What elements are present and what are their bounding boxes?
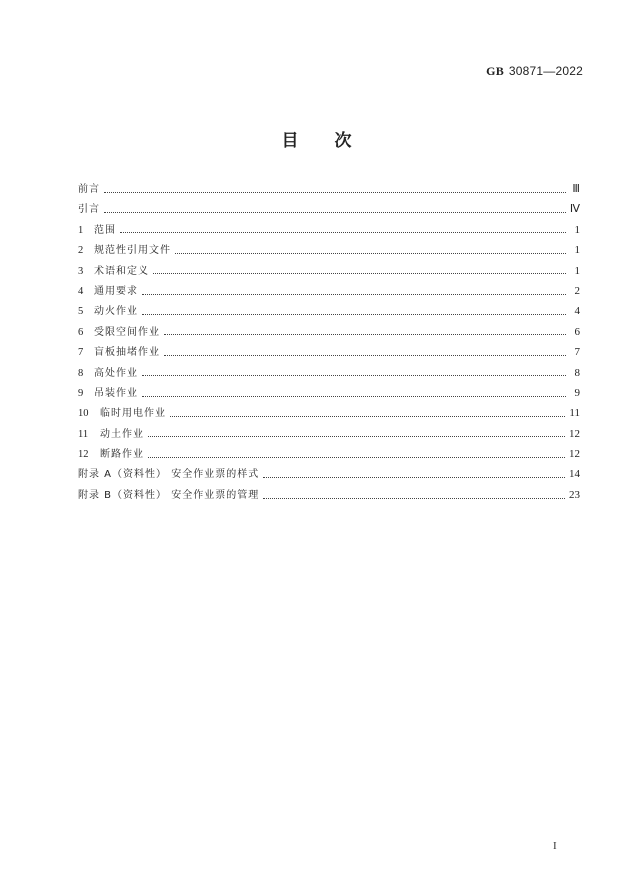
toc-entry-8[interactable] xyxy=(78,363,580,383)
toc-label: 临时用电作业 xyxy=(100,408,166,420)
leader-dots xyxy=(263,498,565,499)
toc-number: 3 xyxy=(78,265,84,277)
standard-number: 30871—2022 xyxy=(508,64,583,78)
toc-entry-9[interactable] xyxy=(78,383,580,403)
toc-page: 14 xyxy=(569,468,580,481)
toc-number: 2 xyxy=(78,245,84,257)
table-of-contents xyxy=(78,179,580,505)
toc-entry-1[interactable] xyxy=(78,220,580,240)
toc-number: 4 xyxy=(78,285,84,297)
toc-label: 断路作业 xyxy=(100,449,144,461)
toc-label: 范围 xyxy=(94,224,116,236)
standard-prefix: GB xyxy=(486,64,504,78)
leader-dots xyxy=(170,416,565,417)
toc-label: 引言 xyxy=(78,204,100,216)
toc-entry-5[interactable] xyxy=(78,301,580,321)
toc-entry-10[interactable] xyxy=(78,403,580,423)
toc-number: 9 xyxy=(78,387,84,399)
toc-number: 5 xyxy=(78,306,84,318)
toc-page: 12 xyxy=(569,448,580,461)
leader-dots xyxy=(153,273,566,274)
title-char-1: 目 xyxy=(281,131,299,151)
toc-number: 6 xyxy=(78,326,84,338)
toc-page: 6 xyxy=(574,325,580,338)
toc-page: 2 xyxy=(574,284,580,297)
toc-page: Ⅲ xyxy=(572,183,580,195)
toc-label: 附录 A（资料性） 安全作业票的样式 xyxy=(78,469,260,481)
toc-page: 23 xyxy=(569,488,580,501)
toc-label: 术语和定义 xyxy=(94,265,149,277)
toc-label: 动土作业 xyxy=(100,428,144,440)
page-title xyxy=(0,126,633,151)
toc-number: 8 xyxy=(78,367,84,379)
leader-dots xyxy=(142,396,566,397)
leader-dots xyxy=(164,355,566,356)
toc-number: 10 xyxy=(78,408,89,420)
toc-page: 7 xyxy=(574,346,580,359)
toc-label: 盲板抽堵作业 xyxy=(94,347,160,359)
toc-number: 11 xyxy=(78,428,89,440)
toc-label: 规范性引用文件 xyxy=(94,245,171,257)
toc-page: 1 xyxy=(574,223,580,236)
toc-entry-6[interactable] xyxy=(78,322,580,342)
standard-code xyxy=(486,64,583,79)
toc-entry-11[interactable] xyxy=(78,424,580,444)
leader-dots xyxy=(175,253,566,254)
leader-dots xyxy=(263,477,565,478)
toc-page: 11 xyxy=(569,407,580,420)
toc-page: 1 xyxy=(574,244,580,257)
toc-entry-2[interactable] xyxy=(78,240,580,260)
toc-label: 受限空间作业 xyxy=(94,326,160,338)
toc-page: 8 xyxy=(574,366,580,379)
toc-label: 高处作业 xyxy=(94,367,138,379)
toc-label: 吊装作业 xyxy=(94,387,138,399)
leader-dots xyxy=(104,192,566,193)
toc-entry-foreword[interactable] xyxy=(78,179,580,199)
leader-dots xyxy=(104,212,566,213)
toc-number: 1 xyxy=(78,224,84,236)
toc-entry-introduction[interactable] xyxy=(78,199,580,219)
toc-label: 附录 B（资料性） 安全作业票的管理 xyxy=(78,489,260,501)
leader-dots xyxy=(142,314,566,315)
toc-entry-appendix-a[interactable] xyxy=(78,464,580,484)
toc-page: 12 xyxy=(569,427,580,440)
leader-dots xyxy=(142,375,566,376)
toc-label: 通用要求 xyxy=(94,285,138,297)
toc-entry-appendix-b[interactable] xyxy=(78,485,580,505)
toc-entry-7[interactable] xyxy=(78,342,580,362)
toc-entry-3[interactable] xyxy=(78,261,580,281)
toc-label: 动火作业 xyxy=(94,306,138,318)
toc-page: 4 xyxy=(574,305,580,318)
toc-page: 9 xyxy=(574,386,580,399)
leader-dots xyxy=(164,334,566,335)
toc-entry-12[interactable] xyxy=(78,444,580,464)
leader-dots xyxy=(148,436,565,437)
footer-page-number: I xyxy=(553,840,557,852)
toc-number: 12 xyxy=(78,449,89,461)
leader-dots xyxy=(142,294,566,295)
leader-dots xyxy=(148,457,565,458)
toc-page: Ⅳ xyxy=(569,203,580,216)
toc-label: 前言 xyxy=(78,184,100,195)
leader-dots xyxy=(120,232,566,233)
title-char-2: 次 xyxy=(334,131,352,151)
toc-number: 7 xyxy=(78,347,84,359)
toc-entry-4[interactable] xyxy=(78,281,580,301)
toc-page: 1 xyxy=(574,264,580,277)
